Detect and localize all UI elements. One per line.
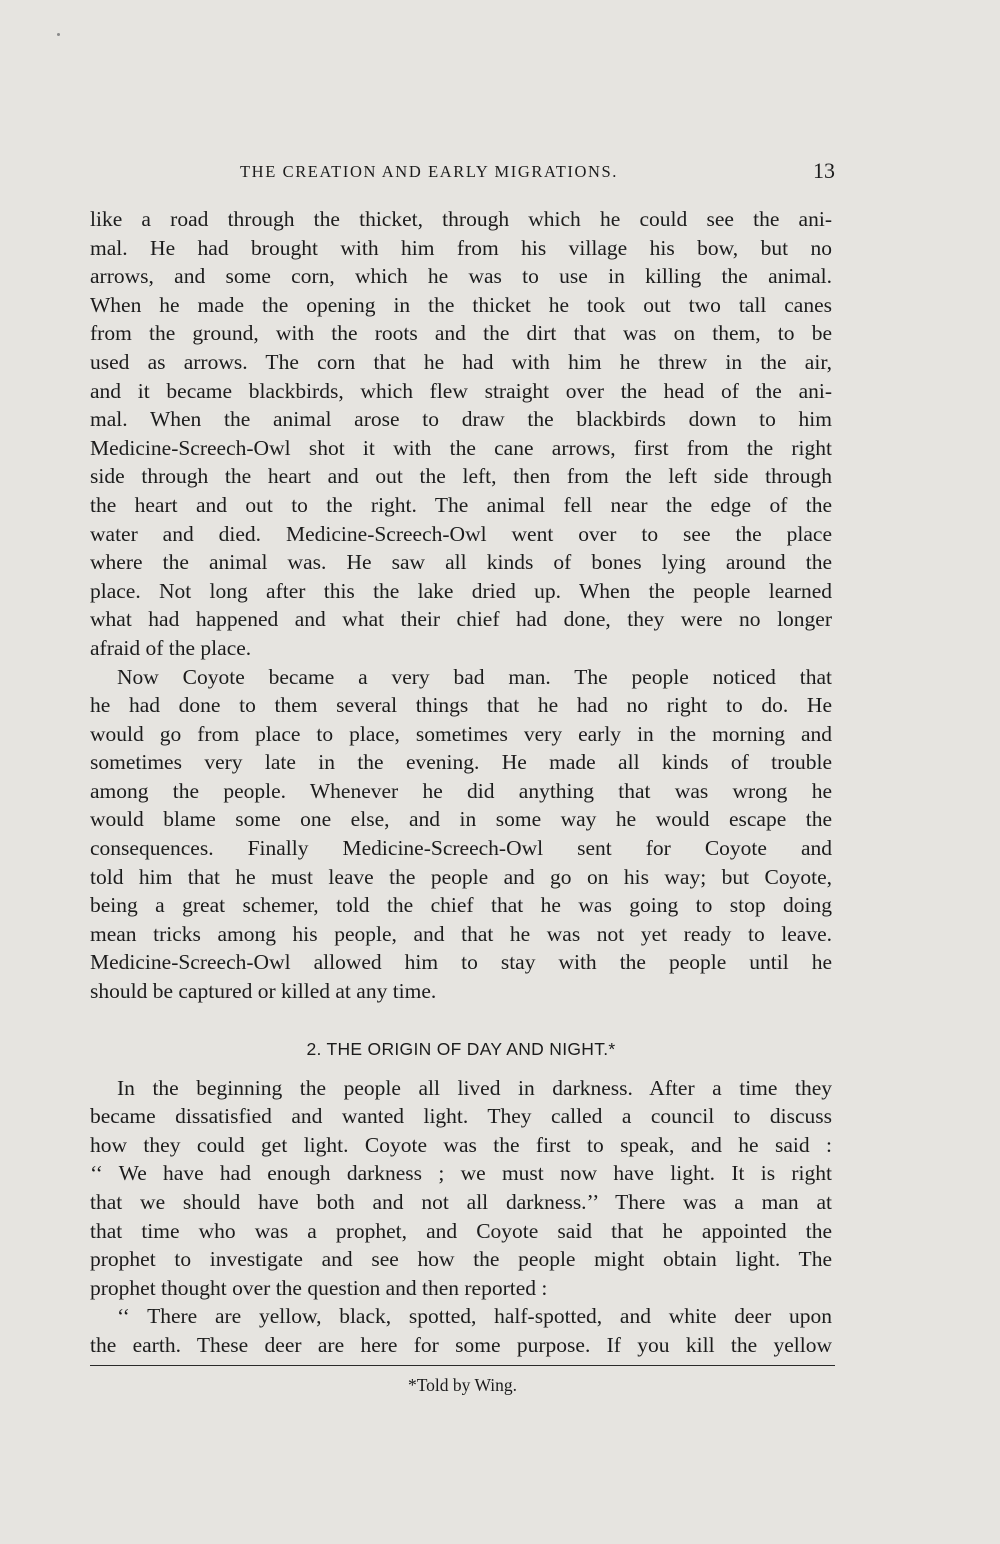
text-line: how they could get light. Coyote was the first to speak, and he said : [90,1132,832,1157]
text-line: became dissatisfied and wanted light. They called a council to discuss [90,1104,832,1129]
page-number: 13 [813,158,835,183]
footnote-rule [90,1365,835,1366]
text-line: what had happened and what their chief had done, they were no longer [90,607,832,632]
text-line: ‘‘ We have had enough darkness ; we must now have light. It is right [90,1161,832,1186]
text-line: and it became blackbirds, which flew straight over the head of the ani- [90,378,832,403]
text-line: Medicine-Screech-Owl shot it with the cane arrows, first from the right [90,435,832,460]
text-line: mal. He had brought with him from his village his bow, but no [90,235,832,260]
text-line: water and died. Medicine-Screech-Owl went over to see the place [90,521,832,546]
text-line: mal. When the animal arose to draw the blackbirds down to him [90,407,832,432]
text-line: side through the heart and out the left, then from the left side through [90,464,832,489]
paragraph [90,205,832,663]
text-line: prophet to investigate and see how the people might obtain light. The [90,1247,832,1272]
text-line: mean tricks among his people, and that he was not yet ready to leave. [90,921,832,946]
text-line: In the beginning the people all lived in darkness. After a time they [117,1075,832,1100]
text-line: Medicine-Screech-Owl allowed him to stay with the people until he [90,950,832,975]
text-line: arrows, and some corn, which he was to use in killing the animal. [90,264,832,289]
paragraph [90,1302,832,1359]
text-line: like a road through the thicket, through which he could see the ani- [90,207,832,231]
text-line: prophet thought over the question and then reported : [90,1275,548,1300]
text-line: the earth. These deer are here for some purpose. If you kill the yellow [90,1332,832,1357]
paragraph [90,1074,832,1303]
text-line: among the people. Whenever he did anything that was wrong he [90,778,832,803]
text-line: told him that he must leave the people and go on his way; but Coyote, [90,864,832,889]
text-line: would blame some one else, and in some way he would escape the [90,807,832,832]
text-line: When he made the opening in the thicket he took out two tall canes [90,292,832,317]
body-text [90,205,832,1360]
text-line: from the ground, with the roots and the dirt that was on them, to be [90,321,832,346]
text-line: afraid of the place. [90,635,252,660]
text-line: that time who was a prophet, and Coyote said that he appointed the [90,1218,832,1243]
text-line: place. Not long after this the lake dried up. When the people learned [90,578,832,603]
text-line: he had done to them several things that he had no right to do. He [90,693,832,718]
section-heading: 2. THE ORIGIN OF DAY AND NIGHT.* [306,1038,616,1059]
text-line: Now Coyote became a very bad man. The people noticed that [117,664,832,689]
running-title: THE CREATION AND EARLY MIGRATIONS. [240,162,619,181]
text-line: where the animal was. He saw all kinds of bones lying around the [90,550,832,575]
text-line: would go from place to place, sometimes very early in the morning and [90,721,832,746]
paragraph [90,663,832,1006]
text-line: the heart and out to the right. The animal fell near the edge of the [90,492,832,517]
page-speck [57,33,60,36]
text-line: used as arrows. The corn that he had with him he threw in the air, [90,349,832,374]
text-line: ‘‘ There are yellow, black, spotted, half-spotted, and white deer upon [117,1304,832,1329]
text-line: being a great schemer, told the chief that he was going to stop doing [90,893,832,918]
running-head [90,160,835,186]
text-line: that we should have both and not all darkness.’’ There was a man at [90,1190,832,1214]
text-line: sometimes very late in the evening. He made all kinds of trouble [90,750,832,775]
text-line: consequences. Finally Medicine-Screech-Owl sent for Coyote and [90,836,832,861]
footnote: *Told by Wing. [407,1375,518,1395]
text-line: should be captured or killed at any time. [90,979,437,1004]
